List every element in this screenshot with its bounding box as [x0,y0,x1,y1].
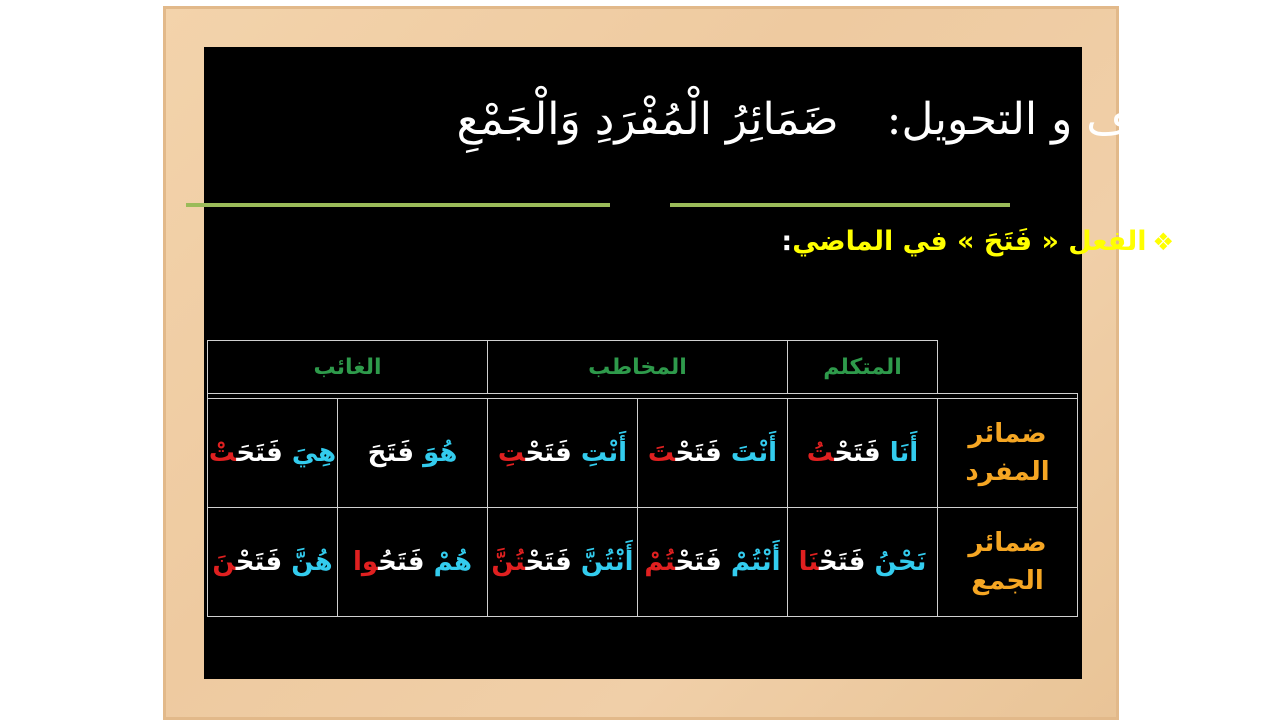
table-header-row [208,341,1078,394]
header-first-person: المتكلم [788,341,938,394]
verb-suffix: تْ [208,438,237,468]
verb-stem: فَتَحُ [378,547,425,577]
table-cell [638,399,788,508]
table-cell [638,508,788,617]
verb-stem: فَتَحَ [367,438,414,468]
verb-stem: فَتَحَ [236,438,283,468]
table-cell [338,508,488,617]
verb-suffix: تُنَّ [491,547,526,577]
table-cell [208,399,338,508]
pronoun: أَنْتِ [580,438,628,468]
verb-suffix: تُ [806,438,835,468]
header-third-person: الغائب [208,341,488,394]
title-part-pronouns: ضَمَائِرُ الْمُفْرَدِ وَالْجَمْعِ [456,94,839,145]
table-cell [338,399,488,508]
pronoun: هُنَّ [291,547,333,577]
title-underline-right [670,203,1010,207]
table-cell [208,508,338,617]
subtitle-prefix: الفعل « [1041,226,1147,257]
subtitle-tense: » في الماضي [792,226,975,257]
verb-stem: فَتَحْ [819,547,866,577]
pronoun: أَنْتُمْ [730,547,781,577]
pronoun: هِيَ [291,438,337,468]
verb-stem: فَتَحْ [525,547,572,577]
conjugation-table [207,340,1078,617]
verb-stem: فَتَحْ [675,438,722,468]
verb-suffix: وا [352,547,379,577]
verb-stem: فَتَحْ [235,547,283,577]
pronoun: هُوَ [423,438,458,468]
verb-suffix: تِ [497,438,526,468]
row-label-singular: ضمائر المفرد [938,399,1078,508]
table-cell [788,508,938,617]
row-label-plural: ضمائر الجمع [938,508,1078,617]
slide-title [457,94,1220,145]
left-margin [0,0,163,720]
verb-suffix: تَ [647,438,676,468]
pronoun: أَنَا [889,438,919,468]
verb-suffix: تُمْ [644,547,676,577]
header-second-person: المخاطب [488,341,788,394]
table-row-plural [208,508,1078,617]
table-row-singular [208,399,1078,508]
pronoun: نَحْنُ [874,547,927,577]
table-cell [488,399,638,508]
verb-suffix: نَا [798,547,820,577]
table-cell [488,508,638,617]
verb-stem: فَتَحْ [675,547,722,577]
subtitle-colon: : [781,226,793,257]
subtitle-verb: فَتَحَ [983,226,1033,257]
header-empty-cell [938,341,1078,394]
verb-suffix: نَ [212,547,236,577]
verb-stem: فَتَحْ [834,438,881,468]
pronoun: أَنْتُنَّ [580,547,634,577]
title-part-morphology: الصرف و التحويل: [886,94,1220,145]
subtitle [781,226,1174,257]
diamond-bullet-icon: ❖ [1152,228,1174,256]
title-underline-left [186,203,610,207]
verb-stem: فَتَحْ [525,438,572,468]
pronoun: أَنْتَ [730,438,778,468]
pronoun: هُمْ [433,547,473,577]
table-cell [788,399,938,508]
